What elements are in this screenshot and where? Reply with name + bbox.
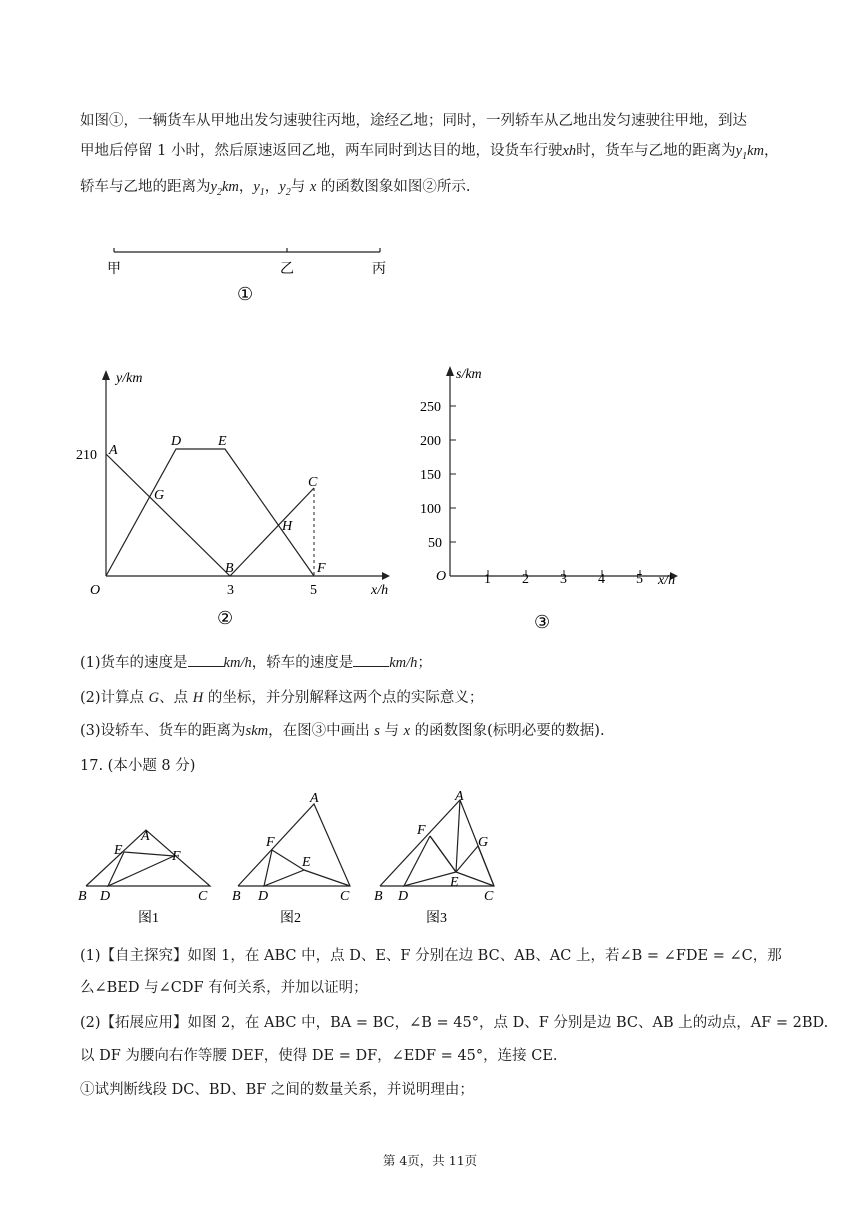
page-footer: 第 4页，共 11页 [382, 1153, 478, 1168]
y-axis-label: y/km [116, 371, 143, 386]
origin-label: O [90, 583, 101, 598]
intro-line-3: 轿车与乙地的距离为$y_2km$，$y_1$，$y_2$与 x 的函数图象如图②所示. [80, 178, 471, 198]
y-axis-arrow [102, 370, 110, 380]
fig1-label-A: A [141, 829, 150, 844]
problem-17-figures [74, 788, 634, 928]
x-tick-1: 1 [484, 572, 491, 587]
point-C: C [308, 475, 318, 490]
fig3-label-E: E [450, 875, 459, 890]
point-D: D [171, 434, 182, 449]
x-tick-5: 5 [636, 572, 643, 587]
x-axis-arrow [382, 572, 390, 580]
triangle-fig-2 [232, 791, 350, 926]
figure-3-graph [420, 362, 690, 642]
y-tick-150: 150 [420, 468, 441, 483]
problem-17-header: 17. (本小题 8 分) [80, 758, 196, 774]
fig2-label-A: A [310, 791, 319, 806]
y-axis-label: s/km [456, 367, 482, 382]
fig1-label-E: E [114, 843, 123, 858]
point-B: B [225, 561, 234, 576]
segment-EC-3 [456, 872, 494, 886]
p17-part2-line1: (2)【拓展应用】如图 2，在 ABC 中，BA = BC，∠B = 45°，点 D、F 分别是边 BC、AB 上的动点，AF = 2BD. [80, 1015, 829, 1031]
fig2-label-C: C [340, 889, 350, 904]
fig2-label-D: D [258, 889, 269, 904]
point-G: G [154, 488, 165, 503]
fig1-label-F: F [172, 849, 181, 864]
fig1-label-D: D [100, 889, 111, 904]
segment-FE-3 [430, 836, 456, 872]
segments-EGC-3 [456, 846, 494, 886]
answer-blank-truck-speed[interactable] [188, 652, 224, 667]
y-tick-100: 100 [420, 502, 441, 517]
p17-part1-line2: 么∠BED 与∠CDF 有何关系，并加以证明； [80, 980, 368, 996]
label-yi: 乙 [280, 262, 294, 277]
x-tick-3: 3 [227, 583, 234, 598]
x-axis-label: x/h [658, 573, 676, 588]
fig3-label-B: B [374, 889, 383, 904]
intro-paragraph [80, 106, 780, 208]
point-H: H [282, 519, 293, 534]
answer-blank-car-speed[interactable] [353, 652, 389, 667]
fig1-caption: 图1 [138, 911, 159, 926]
origin-label: O [436, 569, 447, 584]
x-tick-2: 2 [522, 572, 529, 587]
x-tick-4: 4 [598, 572, 605, 587]
segment-AE-3 [456, 800, 460, 872]
truck-line-ABC [106, 454, 314, 576]
triangle-DEF-2 [264, 850, 304, 886]
fig2-label-E: E [302, 855, 311, 870]
figure-2-caption: ② [217, 608, 234, 628]
fig3-label-A: A [455, 789, 464, 804]
point-E: E [218, 434, 227, 449]
y-tick-200: 200 [420, 434, 441, 449]
p17-part1-line1: (1)【自主探究】如图 1，在 ABC 中，点 D、E、F 分别在边 BC、AB、AC 上，若∠B = ∠FDE = ∠C，那 [80, 948, 782, 964]
p17-part2-line2: 以 DF 为腰向右作等腰 DEF，使得 DE = DF，∠EDF = 45°，连接 CE. [80, 1048, 558, 1064]
y-tick-50: 50 [428, 536, 442, 551]
figure-3-caption: ③ [534, 612, 551, 632]
segment-EF-1 [124, 852, 174, 856]
fig3-label-D: D [398, 889, 409, 904]
question-1: (1)货车的速度是 km/h，轿车的速度是 km/h； [80, 652, 432, 673]
x-tick-3: 3 [560, 572, 567, 587]
fig3-label-G: G [478, 835, 489, 850]
question-3: (3)设轿车、货车的距离为skm，在图③中画出 s 与 x 的函数图象(标明必要的数据). [80, 723, 605, 739]
figure-2-graph [70, 362, 400, 632]
label-jia: 甲 [107, 262, 121, 277]
x-axis-label: x/h [371, 583, 389, 598]
label-bing: 丙 [372, 262, 386, 277]
fig3-label-F: F [417, 823, 426, 838]
intro-line-1: 如图①，一辆货车从甲地出发匀速驶往丙地，途经乙地；同时，一列轿车从乙地出发匀速驶往甲地，到达 [80, 113, 747, 129]
triangle-fig-3 [374, 789, 494, 926]
y-tick-210: 210 [76, 448, 97, 463]
figure-1-route [100, 240, 400, 310]
point-F: F [317, 561, 326, 576]
triangle-fig-1 [78, 829, 210, 926]
fig3-caption: 图3 [426, 911, 447, 926]
fig2-caption: 图2 [280, 911, 301, 926]
y-tick-250: 250 [420, 400, 441, 415]
fig1-label-B: B [78, 889, 87, 904]
fig2-label-B: B [232, 889, 241, 904]
segment-CE-2 [304, 870, 350, 886]
x-tick-5: 5 [310, 583, 317, 598]
fig2-label-F: F [266, 835, 275, 850]
fig3-label-C: C [484, 889, 494, 904]
fig1-label-C: C [198, 889, 208, 904]
triangle-ABC-3 [380, 800, 494, 886]
figure-1-caption: ① [237, 284, 254, 304]
point-A: A [109, 443, 118, 458]
y-axis-arrow [446, 366, 454, 376]
question-2: (2)计算点 G、点 H 的坐标，并分别解释这两个点的实际意义； [80, 690, 484, 706]
p17-part2-line3: ①试判断线段 DC、BD、BF 之间的数量关系，并说明理由； [80, 1082, 474, 1098]
intro-line-2: 甲地后停留 1 小时，然后原速返回乙地，两车同时到达目的地，设货车行驶xh时，货车与乙地的距离为$y_1km$， [80, 143, 779, 162]
